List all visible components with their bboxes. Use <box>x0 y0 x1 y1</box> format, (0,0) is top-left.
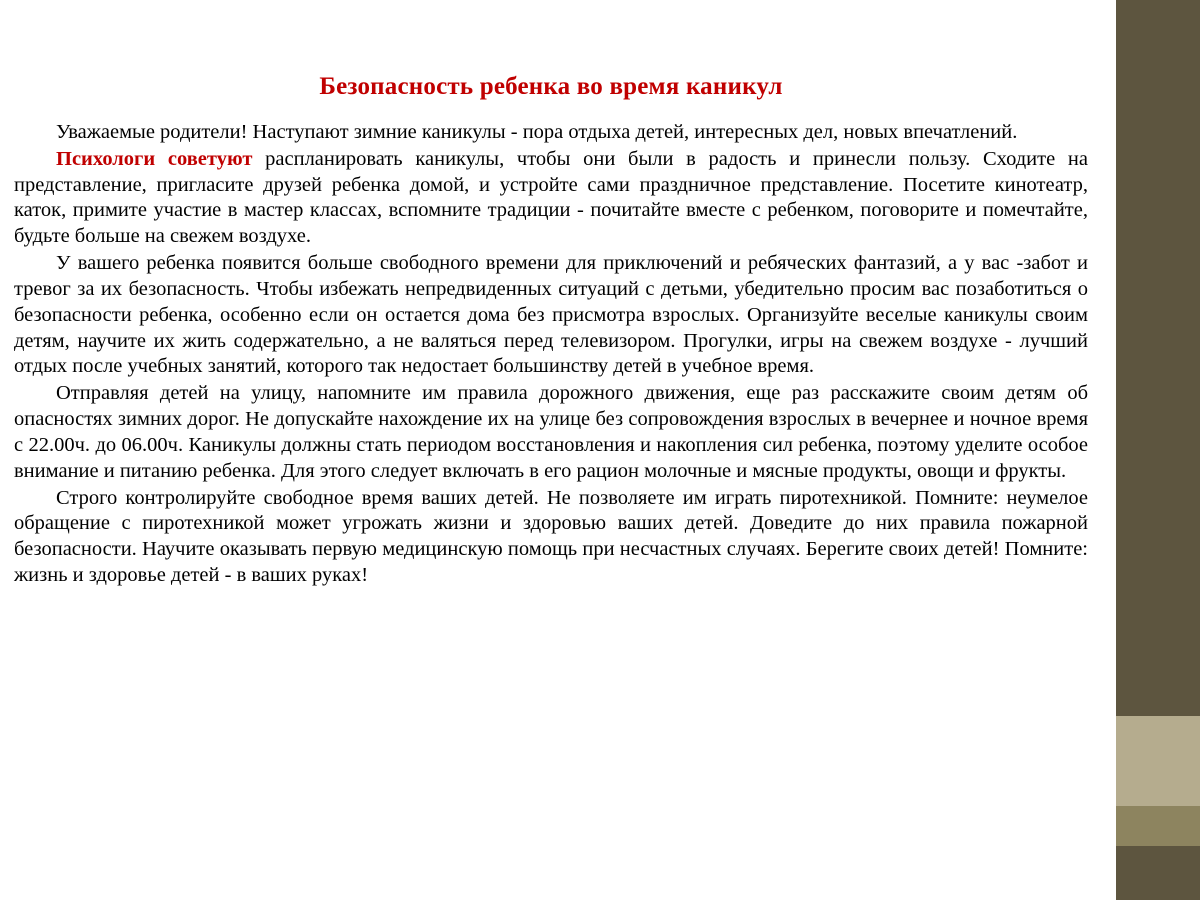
decor-block-1 <box>1116 0 1200 716</box>
paragraph-3 <box>14 251 1088 380</box>
paragraph-5 <box>14 486 1088 589</box>
decor-block-3 <box>1116 806 1200 846</box>
paragraph-1 <box>14 120 1088 146</box>
paragraph-4 <box>14 381 1088 484</box>
paragraph-4-text: Отправляя детей на улицу, напомните им правила дорожного движения, еще раз расскажите своим детям об опасностях зимних дорог. Не допускайте нахождение их на улице без сопровождения взрослых в вечернее и ночное время с 22.00ч. до 06.00ч. Каникулы должны стать периодом восстановления и накопления сил ребенка, поэтому уделите особое внимание и питанию ребенка. Для этого следует включать в его рацион молочные и мясные продукты, овощи и фрукты. <box>14 382 1088 482</box>
paragraph-2-text: распланировать каникулы, чтобы они были в радость и принесли пользу. Сходите на представление, пригласите друзей ребенка домой, и устройте сами праздничное представление. Посетите кинотеатр, каток, примите участие в мастер классах, вспомните традиции - почитайте вместе с ребенком, поговорите и помечтайте, будьте больше на свежем воздухе. <box>14 147 1088 248</box>
paragraph-5-text: Строго контролируйте свободное время ваших детей. Не позволяете им играть пиротехникой. Помните: неумелое обращение с пиротехникой может угрожать жизни и здоровью ваших детей. Доведите до них правила пожарной безопасности. Научите оказывать первую медицинскую помощь при несчастных случаях. Берегите своих детей! Помните: жизнь и здоровье детей - в ваших руках! <box>14 486 1088 587</box>
decor-block-4 <box>1116 846 1200 900</box>
paragraph-3-text: У вашего ребенка появится больше свободного времени для приключений и ребяческих фантазий, а у вас -забот и тревог за их безопасность. Чтобы избежать непредвиденных ситуаций с детьми, убедительно просим вас позаботиться о безопасности ребенка, особенно если он остается дома без присмотра взрослых. Организуйте веселые каникулы своим детям, научите их жить содержательно, а не валяться перед телевизором. Прогулки, игры на свежем воздухе - лучший отдых после учебных занятий, которого так недостает большинству детей в учебное время. <box>14 252 1088 378</box>
decorative-sidebar <box>1116 0 1200 900</box>
paragraph-1-text: Уважаемые родители! Наступают зимние каникулы - пора отдыха детей, интересных дел, новых впечатлений. <box>56 121 1018 143</box>
paragraph-2 <box>14 147 1088 250</box>
paragraph-2-lead: Психологи советуют <box>56 147 253 170</box>
decor-block-2 <box>1116 716 1200 806</box>
page-title: Безопасность ребенка во время каникул <box>319 73 783 100</box>
